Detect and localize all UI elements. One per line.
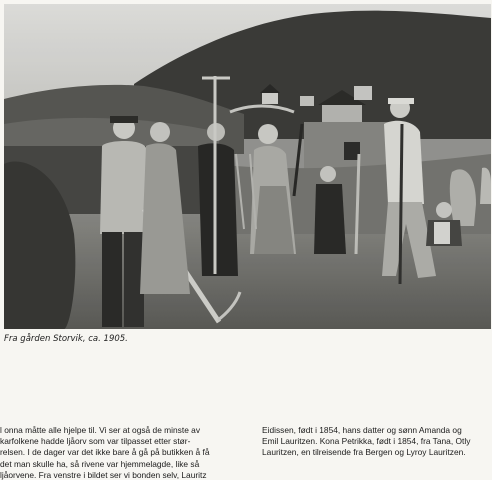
body-line: relsen. I de dager var det ikke bare å gå på butikken å få	[0, 447, 210, 458]
body-text-right-column	[262, 425, 492, 459]
body-text-left-column	[0, 425, 220, 481]
body-line: karfolkene hadde ljåorv som var tilpasset etter stør-	[0, 436, 191, 447]
photo-caption: Fra gården Storvik, ca. 1905.	[4, 334, 128, 344]
body-line: ljåorvene. Fra venstre i bildet ser vi bonden selv, Lauritz	[0, 469, 207, 480]
body-line: Lauritzen, en tilreisende fra Bergen og Lyroy Lauritzen.	[262, 447, 466, 458]
body-line: Emil Lauritzen. Kona Petrikka, født i 1854, fra Tana, Otly	[262, 436, 471, 447]
farm-photograph-icon	[4, 4, 491, 329]
body-line: l onna måtte alle hjelpe til. Vi ser at også de minste av	[0, 425, 201, 435]
body-line: det man skulle ha, så rivene var hjemmelagde, like så	[0, 458, 200, 469]
body-line: Eidissen, født i 1854, hans datter og sønn Amanda og	[262, 425, 462, 435]
historical-photograph	[4, 4, 491, 329]
